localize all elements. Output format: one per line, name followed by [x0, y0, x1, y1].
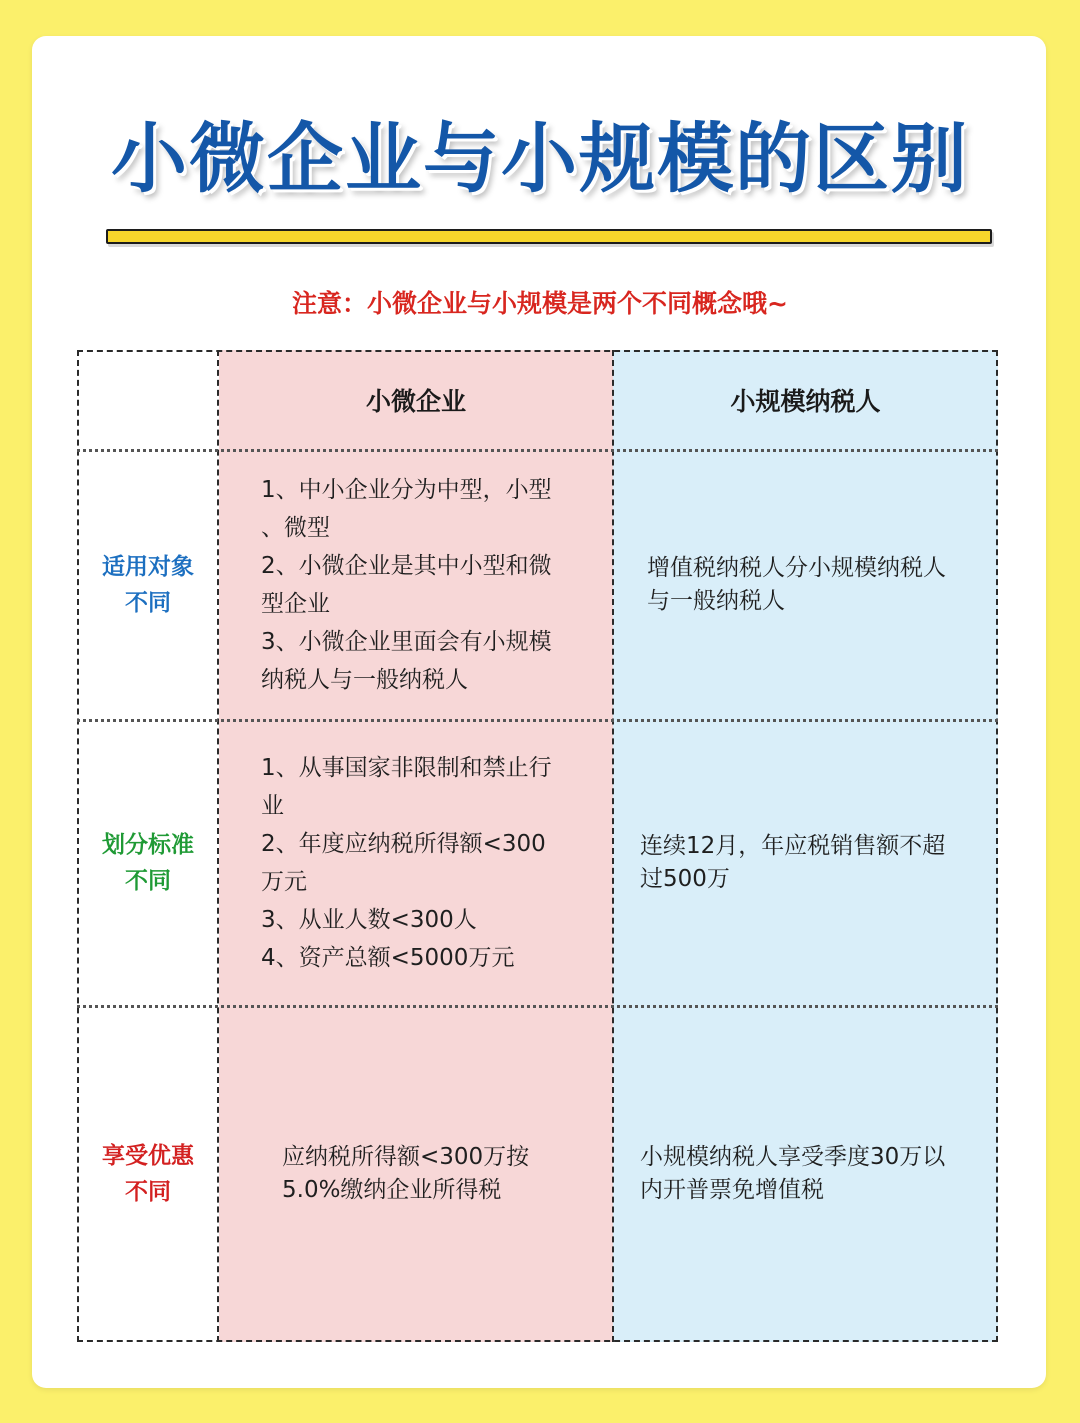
page-title: 小微企业与小规模的区别: [111, 114, 969, 203]
row-divider: [77, 719, 998, 722]
list-line: 型企业: [261, 591, 330, 617]
comparison-table: [77, 350, 998, 1342]
row-label-line: 不同: [125, 1179, 171, 1205]
small-micro-criteria: [261, 720, 611, 1006]
list-line: 4、资产总额<5000万元: [261, 945, 515, 971]
table-border-top: [77, 350, 998, 352]
row-divider: [77, 449, 998, 452]
list-line: 业: [261, 793, 284, 819]
table-border-bottom: [77, 1340, 998, 1342]
list-line: 1、从事国家非限制和禁止行: [261, 755, 552, 781]
title-underline: [106, 229, 992, 244]
list-line: 万元: [261, 869, 307, 895]
list-line: 3、从业人数<300人: [261, 907, 477, 933]
list-line: 纳税人与一般纳税人: [261, 667, 468, 693]
text-line: 连续12月，年应税销售额不超: [640, 833, 946, 859]
table-divider: [217, 350, 219, 1342]
list-line: 3、小微企业里面会有小规模: [261, 629, 552, 655]
header-small-micro: 小微企业: [365, 387, 466, 416]
text-line: 过500万: [640, 866, 730, 892]
text-line: 小规模纳税人享受季度30万以: [640, 1144, 946, 1170]
text-line: 增值税纳税人分小规模纳税人: [647, 555, 946, 581]
row-divider: [77, 1005, 998, 1008]
row-label-benefits: [77, 1006, 219, 1342]
row-label-line: 划分标准: [102, 832, 194, 858]
small-scale-criteria: [640, 720, 996, 1006]
list-line: 2、小微企业是其中小型和微: [261, 553, 552, 579]
row-label-line: 享受优惠: [102, 1143, 194, 1169]
text-line: 与一般纳税人: [647, 588, 785, 614]
small-scale-benefits: [640, 1006, 996, 1342]
small-micro-benefits: [282, 1006, 612, 1342]
table-border-left: [77, 350, 79, 1342]
row-label-line: 不同: [125, 590, 171, 616]
row-label-criteria: [77, 720, 219, 1006]
table-border-right: [996, 350, 998, 1342]
note-text: 注意：小微企业与小规模是两个不同概念哦~: [292, 289, 788, 318]
text-line: 应纳税所得额<300万按: [282, 1144, 530, 1170]
row-label-line: 适用对象: [102, 554, 194, 580]
table-divider: [612, 350, 614, 1342]
row-label-applicable: [77, 450, 219, 720]
text-line: 内开普票免增值税: [640, 1177, 824, 1203]
list-line: 1、中小企业分为中型，小型: [261, 477, 552, 503]
small-micro-applicable: [261, 450, 611, 720]
list-line: 2、年度应纳税所得额<300: [261, 831, 546, 857]
list-line: 、微型: [261, 515, 330, 541]
text-line: 5.0%缴纳企业所得税: [282, 1177, 502, 1203]
small-scale-applicable: [647, 450, 997, 720]
header-small-scale: 小规模纳税人: [730, 387, 881, 416]
row-label-line: 不同: [125, 868, 171, 894]
